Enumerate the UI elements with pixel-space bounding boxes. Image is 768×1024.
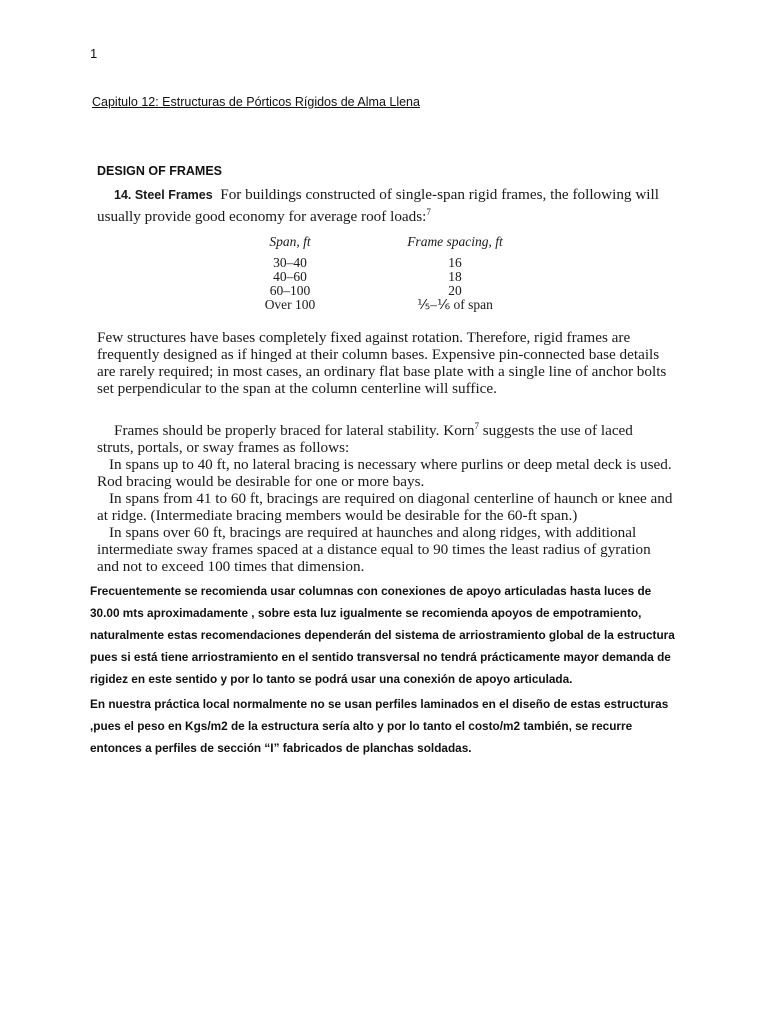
table-cell-span: 60–100 [269,283,311,298]
bracing-item: In spans up to 40 ft, no lateral bracing is necessary where purlins or deep metal deck is used. Rod bracing would be desirable for one or more bays. [97,456,672,491]
footnote-ref: 7 [426,207,431,217]
bracing-item: In spans from 41 to 60 ft, bracings are required on diagonal centerline of haunch or knee and at ridge. (Intermediate bracing members would be desirable for the 60-ft span.) [97,490,673,525]
note-paragraph: Frecuentemente se recomienda usar columnas con conexiones de apoyo articuladas hasta luces de 30.00 mts aproximadamente , sobre esta luz igualmente se recomienda apoyos de empotramiento, naturalmente estas recomendaciones dependerán del sistema de arriostramiento global de la estructura pues si está tiene arriostramiento en el sentido transversal no tendrá prácticamente mayor demanda de rigidez en este sentido y por lo tanto se podrá usar una conexión de apoyo articulada. [90,584,675,686]
table-cell-spacing: 16 [448,255,462,270]
footnote-ref: 7 [474,421,479,431]
bases-paragraph: Few structures have bases completely fixed against rotation. Therefore, rigid frames are frequently designed as if hinged at their column bases. Expensive pin-connected base details are rarely required; in most cases, an ordinary flat base plate with a single line of anchor bolts set perpendicular to the span at the column centerline will suffice. [97,329,667,397]
chapter-title: Capitulo 12: Estructuras de Pórticos Rígidos de Alma Llena [92,95,420,109]
bracing-intro: Frames should be properly braced for lateral stability. Korn [114,422,475,440]
table-cell-spacing: 18 [448,269,462,284]
header-frame-spacing: Frame spacing, ft [407,234,503,249]
frame-spacing-table [250,234,520,312]
bracing-item: In spans over 60 ft, bracings are required at haunches and along ridges, with additional intermediate sway frames spaced at a distance equal to 90 times the least radius of gyration and not to exceed 100 times that dimension. [97,524,651,576]
table-cell-span: 30–40 [273,255,307,270]
table-cell-spacing: 20 [448,283,462,298]
header-span: Span, ft [269,234,311,249]
steel-frames-paragraph [97,186,673,225]
table-cell-spacing: ⅕–⅙ of span [417,297,493,312]
bracing-paragraph [97,418,673,575]
bracing-intro-continued: suggests the use of laced struts, portals, or sway frames as follows: [97,422,633,457]
table-cell-span: 40–60 [273,269,307,284]
steel-frames-run-in-heading: 14. Steel Frames [114,188,213,202]
table-row [250,256,520,270]
column-gap [330,234,390,256]
table-row [250,284,520,298]
page-number: 1 [90,46,98,61]
steel-frames-intro: For buildings constructed of single-span rigid frames, the following will usually provide good economy for average roof loads: [97,186,659,226]
section-heading: DESIGN OF FRAMES [97,164,223,178]
table-row [250,298,520,312]
table-row [250,270,520,284]
note-paragraph: En nuestra práctica local normalmente no se usan perfiles laminados en el diseño de estas estructuras ,pues el peso en Kgs/m2 de la estructura sería alto y por lo tanto el costo/m2 también, se recurre entonces a perfiles de sección “I” fabricados de planchas soldadas. [90,697,669,755]
table-header-row [250,234,520,256]
table-cell-span: Over 100 [264,297,316,312]
